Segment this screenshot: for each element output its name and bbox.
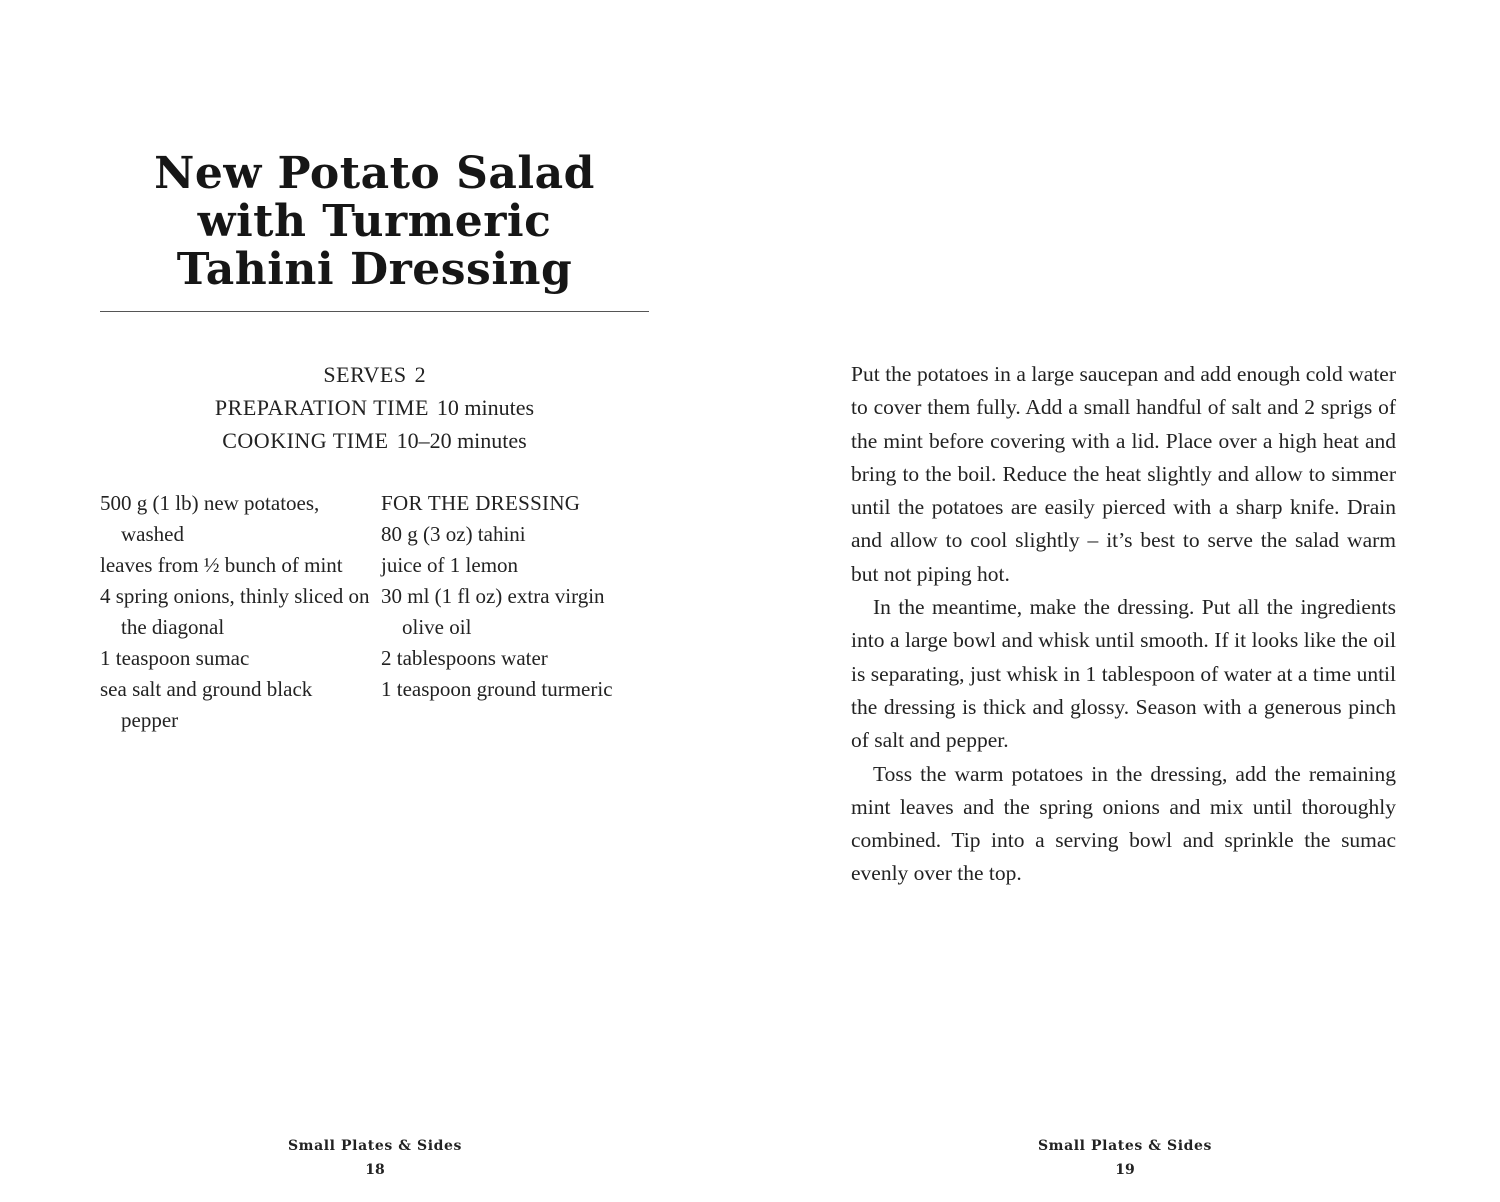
method-paragraph: In the meantime, make the dressing. Put all the ingredients into a large bowl and whisk until smooth. If it looks like the oil is separating, just whisk in 1 tablespoon of water at a time until the dressing is thick and glossy. Season with a generous pinch of salt and pepper. — [851, 595, 1396, 753]
dressing-ingredients-list — [381, 488, 651, 705]
ingredient-item: 4 spring onions, thinly sliced on the diagonal — [100, 584, 370, 639]
method-paragraph: Toss the warm potatoes in the dressing, add the remaining mint leaves and the spring onions and mix until thoroughly combined. Tip into a serving bowl and sprinkle the sumac evenly over the top. — [851, 761, 1396, 886]
method-text — [851, 358, 1396, 891]
title-line: with Turmeric — [197, 196, 552, 247]
footer-section-name: Small Plates & Sides — [287, 1138, 463, 1154]
title-line: Tahini Dressing — [176, 244, 573, 295]
prep-time-label: PREPARATION TIME — [214, 395, 429, 420]
ingredient-item: 2 tablespoons water — [381, 646, 548, 670]
ingredient-item: 1 teaspoon sumac — [100, 646, 250, 670]
dressing-heading: FOR THE DRESSING — [381, 491, 581, 515]
ingredient-item: juice of 1 lemon — [381, 553, 519, 577]
title-line: New Potato Salad — [154, 148, 595, 199]
page-footer — [0, 1134, 750, 1182]
ingredient-item: 30 ml (1 fl oz) extra virgin olive oil — [381, 584, 605, 639]
serves-label: SERVES — [323, 362, 407, 387]
recipe-title — [100, 150, 649, 294]
cooking-time-value: 10–20 minutes — [396, 428, 527, 453]
method-paragraph: Put the potatoes in a large saucepan and add enough cold water to cover them fully. Add a small handful of salt and 2 sprigs of the mint before covering with a lid. Place over a high heat and bring to the boil. Reduce the heat slightly and allow to simmer until the potatoes are easily pierced with a sharp knife. Drain and allow to cool slightly – it’s best to serve the salad warm but not piping hot. — [851, 362, 1396, 586]
page-number: 18 — [365, 1162, 385, 1178]
cooking-time-label: COOKING TIME — [222, 428, 389, 453]
page-number: 19 — [1115, 1162, 1135, 1178]
serves-line — [100, 358, 649, 391]
ingredient-item: sea salt and ground black pepper — [100, 677, 313, 732]
cooking-time-line — [100, 424, 649, 457]
recipe-meta — [100, 358, 649, 457]
prep-time-value: 10 minutes — [436, 395, 535, 420]
serves-value: 2 — [414, 362, 426, 387]
prep-time-line — [100, 391, 649, 424]
footer-section-name: Small Plates & Sides — [1037, 1138, 1213, 1154]
ingredient-item: leaves from ½ bunch of mint — [100, 553, 343, 577]
ingredient-item: 500 g (1 lb) new potatoes, washed — [100, 491, 320, 546]
right-page — [750, 0, 1500, 1202]
ingredients-list — [100, 488, 370, 736]
title-divider — [100, 311, 649, 312]
page-footer — [750, 1134, 1500, 1182]
ingredient-item: 80 g (3 oz) tahini — [381, 522, 526, 546]
ingredient-item: 1 teaspoon ground turmeric — [381, 677, 613, 701]
